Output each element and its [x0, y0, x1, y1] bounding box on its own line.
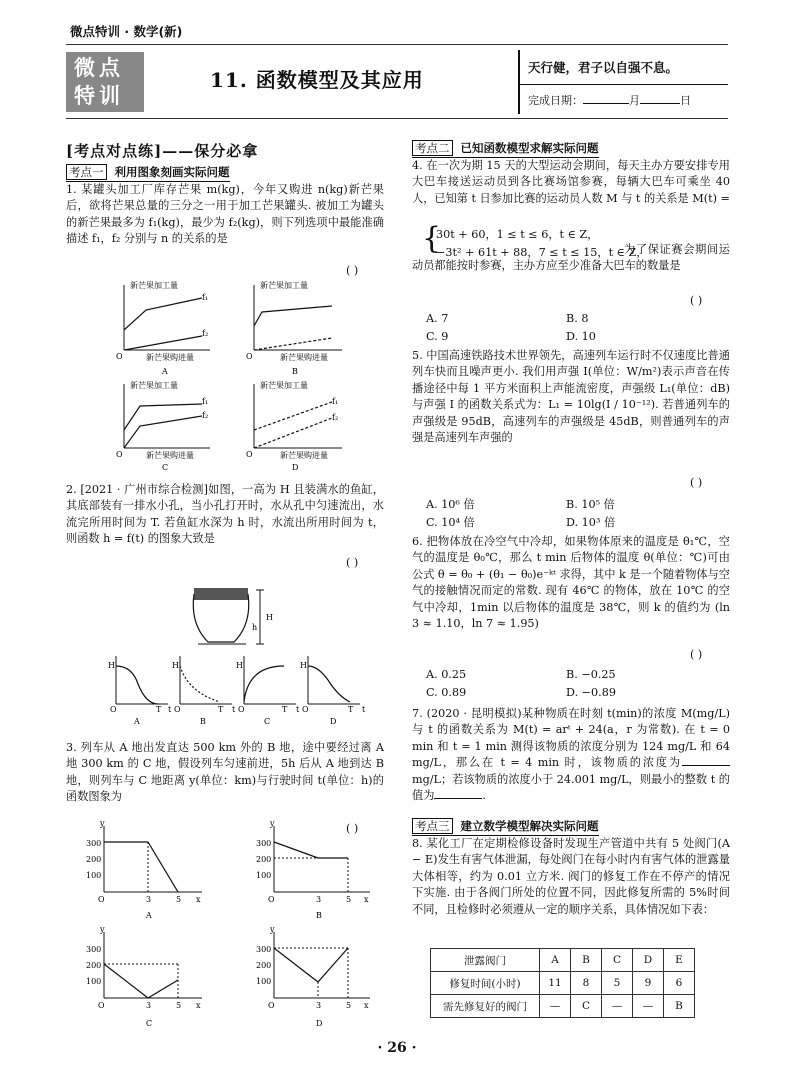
q3-graph-a: [86, 819, 202, 920]
q2-tank-h: h: [252, 623, 258, 632]
q1-graph-b: [246, 280, 342, 376]
q3c-ytick-300: 300: [86, 945, 102, 954]
table-header-cell: E: [664, 949, 695, 972]
kaodian-3-title: 建立数学模型解决实际问题: [460, 819, 599, 833]
question-6: 6. 把物体放在冷空气中冷却，如果物体原来的温度是 θ₁℃，空气的温度是 θ₀℃，那么 t min 后物体的温度 θ(单位：℃)可由公式 θ = θ₀ + (θ₁ − θ₀)e⁻ᵏᵗ 求得，其中 k 是一个随着物体与空气的接触情况而定的常数. 现有 46℃ 的物体，放在 10℃ 的空气中冷却，1min 以后物体的温度是 38℃，则 k 的值约为 (ln 3 ≈ 1.10，ln 7 ≈ 1.95): [412, 535, 730, 631]
q1a-origin: O: [116, 352, 123, 361]
q2c-H: H: [236, 661, 243, 670]
q2-graph-a: [108, 656, 172, 726]
valve-table: [430, 948, 695, 1018]
lesson-title: 11. 函数模型及其应用: [210, 68, 424, 92]
series-name: 微点特训 · 数学(新): [70, 24, 183, 39]
q3d-xtick-3: 3: [316, 1001, 322, 1010]
q3b-origin: O: [268, 895, 275, 904]
q3-label-c: C: [146, 1019, 153, 1028]
q1-label-a: A: [162, 367, 168, 376]
q5-answer-paren[interactable]: ( ): [690, 476, 703, 489]
q3-graph-c: [86, 925, 202, 1028]
q3d-ytick-100: 100: [256, 977, 272, 986]
q7-mid: mg/L；若该物质的浓度小于 24.001 mg/L，则最小的整数 t 的值为: [412, 772, 730, 803]
q2d-H: H: [300, 661, 307, 670]
q2b-H: H: [172, 661, 179, 670]
table-cell: —: [540, 995, 571, 1018]
q1-graphs: [110, 280, 370, 476]
table-cell: 5: [602, 972, 633, 995]
q3-label-b: B: [316, 911, 322, 920]
badge-line-2: 特训: [74, 84, 124, 108]
q3b-xtick-5: 5: [346, 895, 352, 904]
q1c-f1: f₁: [202, 397, 209, 406]
q3a-xtick-3: 3: [146, 895, 152, 904]
q1c-ylabel: 新芒果加工量: [130, 381, 178, 390]
q1c-xlabel: 新芒果购进量: [146, 451, 194, 460]
q1d-ylabel: 新芒果加工量: [260, 381, 308, 390]
q4-option-c[interactable]: C. 9: [426, 330, 449, 343]
q3-label-a: A: [146, 911, 152, 920]
badge-line-1: 微点: [74, 56, 124, 80]
q3a-origin: O: [98, 895, 105, 904]
q3c-ytick-100: 100: [86, 977, 102, 986]
q3a-ytick-100: 100: [86, 871, 102, 880]
kaodian-1-title: 利用图象刻画实际问题: [114, 165, 230, 179]
q3d-xtick-5: 5: [346, 1001, 352, 1010]
q7-end: .: [482, 789, 486, 803]
question-5: 5. 中国高速铁路技术世界领先，高速列车运行时不仅速度比普通列车快而且噪声更小. 我们用声强 I(单位：W/m²)表示声音在传播途径中每 1 平方米面积上声能流密度，声强级 L₁(单位：dB)与声强 I 的函数关系式为：L₁ = 10lg(I / 10⁻¹²). 若普通列车的声强级是 95dB，高速列车的声强级是 45dB，则普通列车的声强是高速列车声强的: [412, 349, 730, 445]
q1-label-b: B: [292, 367, 298, 376]
date-label: 完成日期：: [528, 94, 583, 107]
q3d-y: y: [270, 925, 275, 934]
q6-answer-paren[interactable]: ( ): [690, 648, 703, 661]
q5-option-d[interactable]: D. 10³ 倍: [566, 516, 616, 529]
q1c-origin: O: [116, 450, 123, 459]
q3b-y: y: [270, 819, 275, 828]
q2a-t: t: [168, 705, 172, 714]
q5-option-c[interactable]: C. 10⁴ 倍: [426, 516, 475, 529]
q4-option-b[interactable]: B. 8: [566, 312, 589, 325]
q1-graph-a: [116, 280, 210, 376]
table-cell: 6: [664, 972, 695, 995]
table-header-row: [431, 949, 695, 972]
q6-option-d[interactable]: D. −0.89: [566, 686, 616, 699]
question-2: 2. [2021 · 广州市综合检测]如图，一高为 H 且装满水的鱼缸，其底部装有一排水小孔，当小孔打开时，水从孔中匀速流出，水流完所用时间为 T. 若鱼缸水深为 h 时，水流出所用时间为 t，则函数 h = f(t) 的图象大致是: [66, 483, 384, 546]
table-cell: B: [664, 995, 695, 1018]
q7-blank-2[interactable]: [434, 798, 482, 799]
header-rule: [66, 44, 728, 45]
q3c-ytick-200: 200: [86, 961, 102, 970]
q3d-ytick-300: 300: [256, 945, 272, 954]
q2-graphs: [108, 652, 378, 728]
q1-label-d: D: [292, 463, 299, 472]
q2-label-a: A: [134, 717, 140, 726]
q3c-origin: O: [98, 1001, 105, 1010]
q3b-xtick-3: 3: [316, 895, 322, 904]
date-month: 月: [629, 94, 640, 107]
kaodian-2-box: 考点二: [412, 140, 453, 156]
table-header-cell: B: [571, 949, 602, 972]
q1b-ylabel: 新芒果加工量: [260, 281, 308, 290]
completion-date: [528, 92, 691, 108]
q2-label-c: C: [264, 717, 271, 726]
table-cell: 8: [571, 972, 602, 995]
q4-option-d[interactable]: D. 10: [566, 330, 596, 343]
q1-graph-c: [116, 380, 210, 472]
q1b-origin: O: [246, 352, 253, 361]
q2d-t: t: [362, 705, 366, 714]
q2c-T: T: [282, 705, 288, 714]
q4-case-2: −3t² + 61t + 88，7 ≤ t ≤ 15，t ∈ Z，: [436, 246, 648, 259]
table-cell: —: [602, 995, 633, 1018]
q2-tank-H: H: [266, 613, 273, 622]
q2b-T: T: [218, 705, 224, 714]
q2c-origin: O: [238, 705, 245, 714]
date-day: 日: [680, 94, 691, 107]
q6-option-a[interactable]: A. 0.25: [426, 668, 467, 681]
q1d-xlabel: 新芒果购进量: [280, 451, 328, 460]
q4-answer-paren[interactable]: ( ): [690, 294, 703, 307]
q3d-ytick-200: 200: [256, 961, 272, 970]
q1-label-c: C: [162, 463, 169, 472]
question-7: [412, 706, 730, 804]
q2c-t: t: [296, 705, 300, 714]
table-row: [431, 995, 695, 1018]
question-8: 8. 某化工厂在定期检修设备时发现生产管道中共有 5 处阀门(A − E)发生有害气体泄漏，每处阀门在每小时内有害气体的泄露量大体相等，约为 0.01 立方米. 阀门的修复工作在不停产的情况下实施. 由于各阀门所处的位置不同，因此修复所需的 5%时间不同，且检修时必须遵从一定的顺序关系，具体情况如下表：: [412, 837, 730, 916]
q3c-x: x: [196, 1001, 201, 1010]
q2-label-b: B: [200, 717, 206, 726]
q5-option-b[interactable]: B. 10⁵ 倍: [566, 498, 615, 511]
q1d-f1: f₁: [332, 397, 339, 406]
date-blank-day[interactable]: [640, 93, 680, 104]
q3d-x: x: [364, 1001, 369, 1010]
question-3: 3. 列车从 A 地出发直达 500 km 外的 B 地，途中要经过离 A 地 300 km 的 C 地，假设列车匀速前进，5h 后从 A 地到达 B 地，则列车与 C 地距离 y(单位：km)与行驶时间 t(单位：h)的函数图象为: [66, 741, 384, 804]
q3-graphs: [84, 818, 374, 1032]
q3a-ytick-300: 300: [86, 839, 102, 848]
q7-text: 7. (2020 · 昆明模拟)某种物质在时刻 t(min)的浓度 M(mg/L)与 t 的函数关系为 M(t) = arᵗ + 24(a，r 为常数). 在 t = 0 min 和 t = 1 min 测得该物质的浓度分别为 124 mg/L 和 64 mg/L，那么在 t = 4 min 时，该物质的浓度为: [412, 707, 730, 770]
q1-answer-paren[interactable]: ( ): [346, 264, 359, 277]
table-cell: 修复时间(小时): [431, 972, 540, 995]
q3a-y: y: [100, 819, 105, 828]
q2-graph-c: [236, 656, 300, 726]
q2a-H: H: [108, 661, 115, 670]
q2-fish-tank: [190, 584, 280, 652]
q4-option-a[interactable]: A. 7: [426, 312, 449, 325]
q3-graph-b: [256, 819, 370, 920]
table-cell: 需先修复好的阀门: [431, 995, 540, 1018]
kaodian-3: [412, 818, 599, 836]
q2d-origin: O: [302, 705, 309, 714]
table-header-cell: A: [540, 949, 571, 972]
motto: 天行健，君子以自强不息。: [528, 60, 679, 75]
q2-answer-paren[interactable]: ( ): [346, 556, 359, 569]
q1d-origin: O: [246, 450, 253, 459]
q1b-xlabel: 新芒果购进量: [280, 353, 328, 362]
q3c-y: y: [100, 925, 105, 934]
q1-graph-d: [246, 380, 342, 472]
table-row: [431, 972, 695, 995]
q3a-x: x: [196, 895, 201, 904]
q3a-ytick-200: 200: [86, 855, 102, 864]
kaodian-1: [66, 164, 230, 182]
kaodian-3-box: 考点三: [412, 818, 453, 834]
kaodian-2: [412, 140, 599, 158]
q3-answer-paren[interactable]: ( ): [346, 822, 359, 835]
q1a-f1: f₁: [202, 293, 209, 302]
q3-graph-d: [256, 925, 370, 1028]
table-header-cell: C: [602, 949, 633, 972]
section-heading: [考点对点练]——保分必拿: [66, 142, 259, 160]
q3b-ytick-100: 100: [256, 871, 272, 880]
q7-blank-1[interactable]: [682, 765, 730, 766]
kaodian-2-title: 已知函数模型求解实际问题: [460, 141, 599, 155]
motto-divider: [520, 84, 728, 85]
q1c-f2: f₂: [202, 411, 209, 420]
q3b-ytick-200: 200: [256, 855, 272, 864]
table-cell: 11: [540, 972, 571, 995]
q2a-origin: O: [110, 705, 117, 714]
q2a-T: T: [156, 705, 162, 714]
table-cell: C: [571, 995, 602, 1018]
question-1: 1. 某罐头加工厂库存芒果 m(kg)，今年又购进 n(kg)新芒果后，欲将芒果总量的三分之一用于加工芒果罐头. 被加工为罐头的新芒果最多为 f₁(kg)，最少为 f₂(kg)，则下列选项中最能准确描述 f₁，f₂ 分别与 n 的关系的是: [66, 183, 384, 246]
date-blank-month[interactable]: [583, 93, 629, 104]
q1a-xlabel: 新芒果购进量: [146, 353, 194, 362]
q2b-origin: O: [174, 705, 181, 714]
q6-option-b[interactable]: B. −0.25: [566, 668, 616, 681]
q2b-t: t: [232, 705, 236, 714]
kaodian-1-box: 考点一: [66, 164, 107, 180]
topic-badge: [66, 52, 144, 112]
q1a-f2: f₂: [202, 329, 209, 338]
q1a-ylabel: 新芒果加工量: [130, 281, 178, 290]
q3c-xtick-5: 5: [176, 1001, 182, 1010]
table-cell: —: [633, 995, 664, 1018]
q3d-origin: O: [268, 1001, 275, 1010]
q4-brace: {: [422, 221, 442, 256]
table-cell: 9: [633, 972, 664, 995]
table-header-cell: 泄露阀门: [431, 949, 540, 972]
q2-graph-d: [300, 656, 366, 726]
q3-label-d: D: [316, 1019, 323, 1028]
q5-option-a[interactable]: A. 10⁶ 倍: [426, 498, 475, 511]
q4-tail: 为了保证赛会期间运动员都能按时参赛，主办方应至少准备大巴车的数量是: [412, 243, 730, 273]
q2d-T: T: [348, 705, 354, 714]
page-number: · 26 ·: [377, 1040, 417, 1056]
q2-label-d: D: [330, 717, 337, 726]
q1d-f2: f₂: [332, 413, 339, 422]
q3c-xtick-3: 3: [146, 1001, 152, 1010]
q3b-ytick-300: 300: [256, 839, 272, 848]
q2-graph-b: [172, 656, 236, 726]
table-header-cell: D: [633, 949, 664, 972]
q6-option-c[interactable]: C. 0.89: [426, 686, 467, 699]
header-bottom-rule: [66, 118, 728, 119]
question-4: 4. 在一次为期 15 天的大型运动会期间，每天主办方要安排专用大巴车接送运动员到各比赛场馆参赛，每辆大巴车可乘坐 40 人，已知第 t 日参加比赛的运动员人数 M 与 t 的关系是 M(t) =: [412, 159, 730, 205]
q3a-xtick-5: 5: [176, 895, 182, 904]
q3b-x: x: [364, 895, 369, 904]
q4-case-1: 30t + 60，1 ≤ t ≤ 6，t ∈ Z，: [436, 228, 599, 241]
